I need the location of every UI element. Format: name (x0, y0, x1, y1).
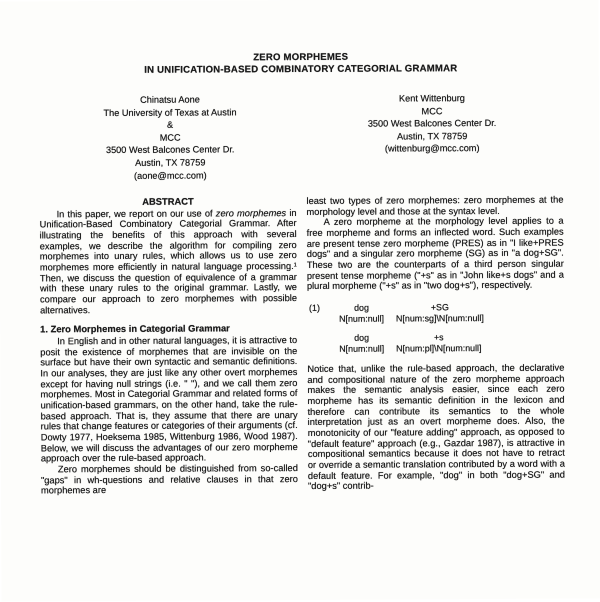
abstract-text-post: in Unification-Based Combinatory Categorial Grammar. After illustrating the benefits of this approach with several examples, we describe the algorithm for compiling zero morphemes into unary rules, which allows us to use zero morphemes more efficiently in natural language processing.¹ Then, we discuss the question of equivalence of a grammar with these unary rules to the original grammar. Lastly, we compare our approach to zero morphemes with possible alternatives. (39, 207, 298, 316)
section-1-paragraph-2: Zero morphemes should be distinguished from so-called "gaps" in wh-questions and relative clauses in that zero morphemes are (40, 462, 298, 496)
author-email: (aone@mcc.com) (133, 170, 207, 181)
example-word: +SG (430, 302, 449, 313)
example-1-block (309, 302, 564, 354)
author-address: 3500 West Balcones Center Dr. (367, 118, 497, 129)
example-word: +s (433, 332, 444, 343)
author-blocks (39, 92, 563, 183)
title-line-2: IN UNIFICATION-BASED COMBINATORY CATEGORIAL GRAMMAR (144, 63, 458, 76)
example-lexical-entry (396, 332, 481, 353)
right-column-paragraph-1: A zero morpheme at the morphology level applies to a free morpheme and forms an inflected word. Such examples are present tense zero morpheme (PRES) as in "I like+PRES dogs" and a singular zero morpheme (SG) as in "a dog+SG". These two are the counterparts of a third person singular present tense morpheme ("+s" as in "John like+s dogs" and a plural morpheme ("+s" as in "two dog+s"), respectively. (306, 216, 564, 292)
author-email: (wittenburg@mcc.com) (384, 143, 480, 154)
author-right (301, 92, 563, 182)
author-affiliation-ampersand: & (166, 119, 174, 130)
example-1-derivations (339, 302, 564, 354)
example-category: N[num:pl]\N[num:null] (396, 342, 482, 354)
example-word: dog (354, 332, 370, 343)
example-lexical-entry (339, 333, 384, 354)
example-lexical-entry (396, 302, 484, 323)
author-affiliation: The University of Texas at Austin (103, 106, 237, 118)
section-1-heading: 1. Zero Morphemes in Categorial Grammar (40, 322, 230, 335)
title-line-1: ZERO MORPHEMES (253, 51, 349, 64)
author-address: 3500 West Balcones Center Dr. (105, 144, 235, 156)
section-1-paragraph-1: In English and in other natural languages, it is attractive to posit the existence of morphemes that are invisible on the surface but have their own syntactic and semantic definitions. In our analyses, they are just like any other overt morphemes except for having null strings (i.e. " "), and we call them zero morphemes. Most in Categorial Grammar and related forms of unification-based grammars, on the other hand, take the rule-based approach. That is, they assume that there are unary rules that change features or categories of their arguments (cf. Dowty 1977, Hoeksema 1985, Wittenburg 1986, Wood 1987). Below, we will discuss the advantages of our zero morpheme approach over the rule-based approach. (40, 335, 298, 464)
example-category: N[num:null] (339, 313, 385, 324)
abstract-text-pre: In this paper, we report on our use of (56, 208, 216, 220)
abstract-heading: ABSTRACT (142, 195, 194, 207)
example-derivation-row (339, 332, 564, 354)
author-name: Kent Wittenburg (398, 93, 465, 104)
example-1-label: (1) (309, 302, 320, 314)
example-word: dog (354, 302, 369, 313)
example-derivation-row (339, 302, 564, 324)
author-address: Austin, TX 78759 (396, 130, 468, 142)
paper-title (39, 51, 563, 78)
author-affiliation: MCC (159, 132, 181, 143)
author-address: Austin, TX 78759 (135, 157, 206, 168)
example-category: N[num:sg]\N[num:null] (395, 312, 484, 324)
example-category: N[num:null] (339, 343, 385, 354)
right-column (306, 195, 565, 495)
left-column (39, 196, 298, 496)
example-lexical-entry (339, 303, 384, 324)
author-affiliation: MCC (421, 105, 443, 116)
right-column-paragraph-2: Notice that, unlike the rule-based approach, the declarative and compositional nature of the zero morpheme approach makes the semantic analysis easier, since each zero morpheme has its semantic definition in the lexicon and therefore can contribute its semantics to the whole interpretation just as an overt morpheme does. Also, the monotonicity of our "feature adding" approach, as opposed to "default feature" approach (e.g., Gazdar 1987), is attractive in compositional semantics because it does not have to retract or override a semantic translation contributed by a word with a default feature. For example, "dog" in both "dog+SG" and "dog+s" contrib- (307, 362, 565, 492)
body-columns (39, 195, 565, 496)
abstract-paragraph (40, 208, 298, 316)
right-column-continuation-paragraph: least two types of zero morphemes: zero morphemes at the morphology level and those at the syntax level. (306, 194, 564, 217)
abstract-italic-term: zero morphemes (215, 207, 287, 219)
author-left (39, 93, 301, 183)
author-name: Chinatsu Aone (140, 94, 200, 105)
